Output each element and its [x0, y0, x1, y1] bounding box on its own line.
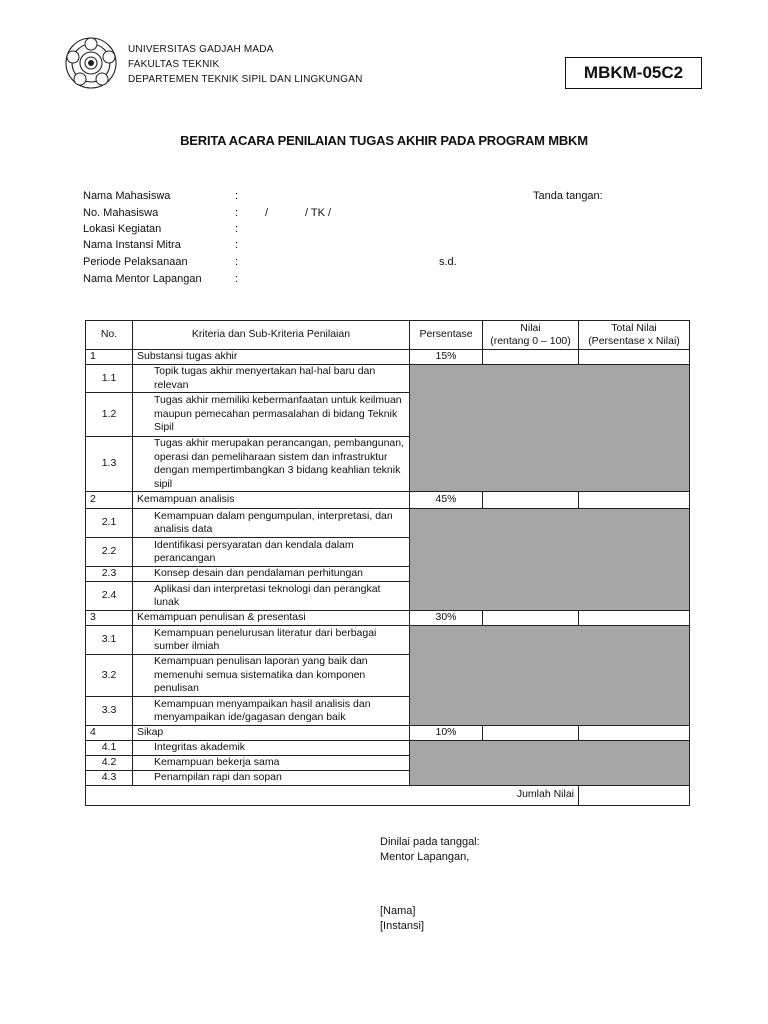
- field-label-student-name: Nama Mahasiswa: [83, 190, 171, 202]
- header-percent: Persentase: [410, 321, 483, 350]
- item-no: 3.2: [86, 655, 133, 697]
- group-no: 1: [86, 350, 133, 365]
- item-text: Topik tugas akhir menyertakan hal-hal baru dan relevan: [133, 365, 410, 393]
- header-total-line2: (Persentase x Nilai): [588, 335, 680, 347]
- assessed-date-label: Dinilai pada tanggal:: [380, 836, 480, 848]
- score-cell[interactable]: [483, 492, 579, 509]
- form-code: MBKM-05C2: [565, 57, 702, 89]
- score-cell[interactable]: [483, 350, 579, 365]
- item-text: Aplikasi dan interpretasi teknologi dan perangkat lunak: [133, 582, 410, 611]
- table-row: [86, 626, 690, 655]
- item-text: Kemampuan menyampaikan hasil analisis dan menyampaikan ide/gagasan dengan baik: [133, 697, 410, 726]
- total-cell[interactable]: [579, 611, 690, 626]
- field-label-student-no: No. Mahasiswa: [83, 207, 159, 219]
- item-text: Konsep desain dan pendalaman perhitungan: [133, 567, 410, 582]
- total-label: Jumlah Nilai: [86, 785, 579, 805]
- item-no: 4.1: [86, 741, 133, 756]
- shaded-block: [410, 626, 690, 726]
- shaded-block: [410, 741, 690, 786]
- header-score: [483, 321, 579, 350]
- faculty-name: FAKULTAS TEKNIK: [128, 59, 220, 70]
- mentor-institution-placeholder: [Instansi]: [380, 920, 425, 932]
- item-text: Tugas akhir memiliki kebermanfaatan untuk keilmuan maupun pemecahan permasalahan di bidang Teknik Sipil: [133, 393, 410, 437]
- page-title: BERITA ACARA PENILAIAN TUGAS AKHIR PADA PROGRAM MBKM: [180, 133, 588, 148]
- table-row-group: [86, 492, 690, 509]
- item-text: Integritas akademik: [133, 741, 410, 756]
- table-row-group: [86, 611, 690, 626]
- header-score-line1: Nilai: [520, 321, 541, 334]
- item-no: 2.3: [86, 567, 133, 582]
- total-cell[interactable]: [579, 350, 690, 365]
- item-no: 2.2: [86, 538, 133, 567]
- signature-label: Tanda tangan:: [533, 190, 603, 202]
- item-no: 2.1: [86, 509, 133, 538]
- item-no: 3.3: [86, 697, 133, 726]
- group-percent: 45%: [410, 492, 483, 509]
- item-text: Kemampuan penulisan laporan yang baik dan memenuhi semua sistematika dan komponen penulisan: [133, 655, 410, 697]
- field-label-mentor: Nama Mentor Lapangan: [83, 273, 202, 285]
- group-name: Kemampuan penulisan & presentasi: [133, 611, 410, 626]
- item-no: 4.2: [86, 756, 133, 771]
- field-colon: :: [235, 256, 239, 268]
- mentor-label: Mentor Lapangan,: [380, 851, 470, 863]
- group-no: 2: [86, 492, 133, 509]
- period-sd: s.d.: [439, 256, 457, 268]
- group-percent: 15%: [410, 350, 483, 365]
- shaded-block: [410, 509, 690, 611]
- shaded-block: [410, 365, 690, 492]
- header-total: [579, 321, 690, 350]
- group-no: 3: [86, 611, 133, 626]
- field-colon: :: [235, 273, 239, 285]
- department-name: DEPARTEMEN TEKNIK SIPIL DAN LINGKUNGAN: [128, 74, 363, 85]
- university-logo: [64, 36, 118, 90]
- field-colon: :: [235, 239, 239, 251]
- item-no: 1.2: [86, 393, 133, 437]
- group-percent: 30%: [410, 611, 483, 626]
- field-colon: :: [235, 223, 239, 235]
- assessment-table: [85, 320, 690, 806]
- item-text: Tugas akhir merupakan perancangan, pembangunan, operasi dan pemeliharaan sistem dan infrastruktur dengan mempertimbangkan 3 bidang keahlian teknik sipil: [133, 437, 410, 492]
- student-no-tk: / TK /: [305, 207, 332, 219]
- table-row-group: [86, 350, 690, 365]
- item-text: Identifikasi persyaratan dan kendala dalam perancangan: [133, 538, 410, 567]
- item-text: Kemampuan bekerja sama: [133, 756, 410, 771]
- field-label-location: Lokasi Kegiatan: [83, 223, 162, 235]
- student-no-slash: /: [265, 207, 269, 219]
- table-row-group: [86, 726, 690, 741]
- item-text: Penampilan rapi dan sopan: [133, 770, 410, 785]
- item-no: 3.1: [86, 626, 133, 655]
- item-no: 2.4: [86, 582, 133, 611]
- total-value-cell[interactable]: [579, 785, 690, 805]
- group-no: 4: [86, 726, 133, 741]
- score-cell[interactable]: [483, 726, 579, 741]
- table-row: [86, 741, 690, 756]
- item-no: 1.3: [86, 437, 133, 492]
- group-percent: 10%: [410, 726, 483, 741]
- group-name: Kemampuan analisis: [133, 492, 410, 509]
- total-cell[interactable]: [579, 726, 690, 741]
- header-criteria: Kriteria dan Sub-Kriteria Penilaian: [133, 321, 410, 350]
- header-score-line2: (rentang 0 – 100): [490, 335, 571, 347]
- header-no: No.: [86, 321, 133, 350]
- field-label-period: Periode Pelaksanaan: [83, 256, 188, 268]
- field-label-partner: Nama Instansi Mitra: [83, 239, 181, 251]
- group-name: Substansi tugas akhir: [133, 350, 410, 365]
- total-row: [86, 785, 690, 805]
- field-colon: :: [235, 207, 239, 219]
- total-cell[interactable]: [579, 492, 690, 509]
- table-row: [86, 509, 690, 538]
- item-text: Kemampuan penelurusan literatur dari berbagai sumber ilmiah: [133, 626, 410, 655]
- item-no: 4.3: [86, 770, 133, 785]
- field-colon: :: [235, 190, 239, 202]
- table-header-row: [86, 321, 690, 350]
- item-text: Kemampuan dalam pengumpulan, interpretasi, dan analisis data: [133, 509, 410, 538]
- university-name: UNIVERSITAS GADJAH MADA: [128, 44, 274, 55]
- header-total-line1: Total Nilai: [611, 321, 657, 334]
- item-no: 1.1: [86, 365, 133, 393]
- table-row: [86, 365, 690, 393]
- group-name: Sikap: [133, 726, 410, 741]
- score-cell[interactable]: [483, 611, 579, 626]
- mentor-name-placeholder: [Nama]: [380, 905, 416, 917]
